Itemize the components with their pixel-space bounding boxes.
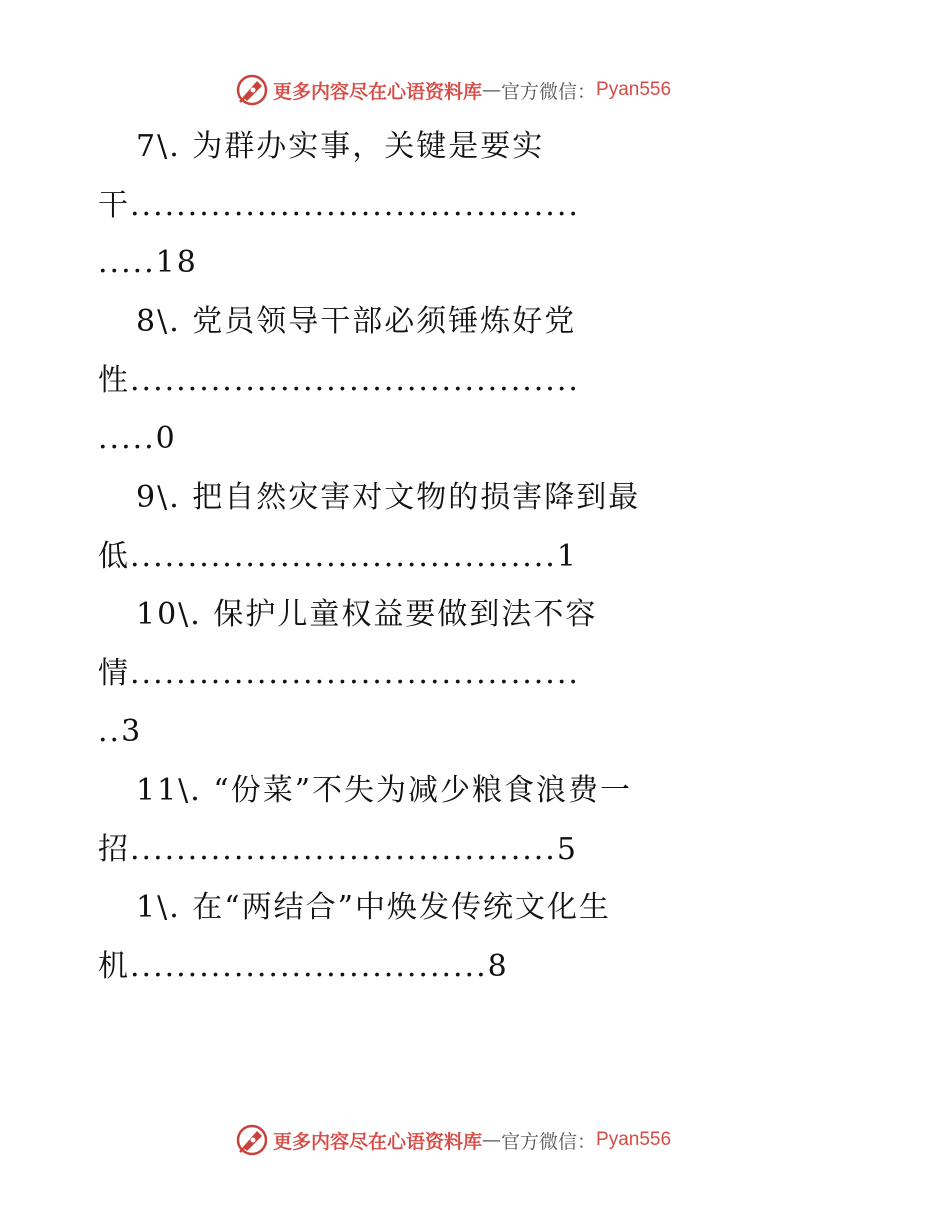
toc-entry-title: 11\. “份菜”不失为减少粮食浪费一 (136, 773, 633, 808)
pen-nib-logo-icon (235, 1123, 269, 1157)
toc-entry-title: 1\. 在“两结合”中焕发传统文化生 (136, 890, 611, 925)
watermark-dash: — (482, 79, 502, 101)
toc-entry-page-line: .....18 (98, 245, 198, 280)
toc-entry-page-line: .....0 (98, 421, 177, 456)
watermark-dash: — (482, 1129, 502, 1151)
watermark-wechat-label: 官方微信： (501, 1130, 597, 1153)
footer-watermark (235, 1122, 671, 1158)
watermark-main-text: 更多内容尽在心语资料库 (273, 1130, 483, 1153)
toc-entry-title: 8\. 党员领导干部必须锤炼好党 (136, 304, 577, 339)
watermark-main-text: 更多内容尽在心语资料库 (273, 80, 483, 103)
watermark-wechat-label: 官方微信： (501, 80, 597, 103)
toc-entry-leader-line: 机...............................8 (98, 949, 509, 984)
toc-entry-title: 9\. 把自然灾害对文物的损害降到最 (136, 480, 641, 515)
toc-entry-leader-line: 情....................................... (98, 656, 580, 691)
watermark-wechat-id: Pyan556 (596, 1129, 672, 1150)
toc-entry-title: 7\. 为群办实事，关键是要实 (136, 129, 545, 164)
toc-entry-leader-line: 干....................................... (98, 188, 580, 223)
toc-entry-leader-line: 性....................................... (98, 363, 580, 398)
toc-entry-leader-line: 低.....................................1 (98, 539, 578, 574)
toc-entry-page-line: ..3 (98, 714, 143, 749)
pen-nib-logo-icon (235, 73, 269, 107)
header-watermark (235, 72, 671, 108)
watermark-wechat-id: Pyan556 (596, 79, 672, 100)
toc-entry-title: 10\. 保护儿童权益要做到法不容 (136, 597, 598, 632)
toc-entry-leader-line: 招.....................................5 (98, 832, 578, 867)
